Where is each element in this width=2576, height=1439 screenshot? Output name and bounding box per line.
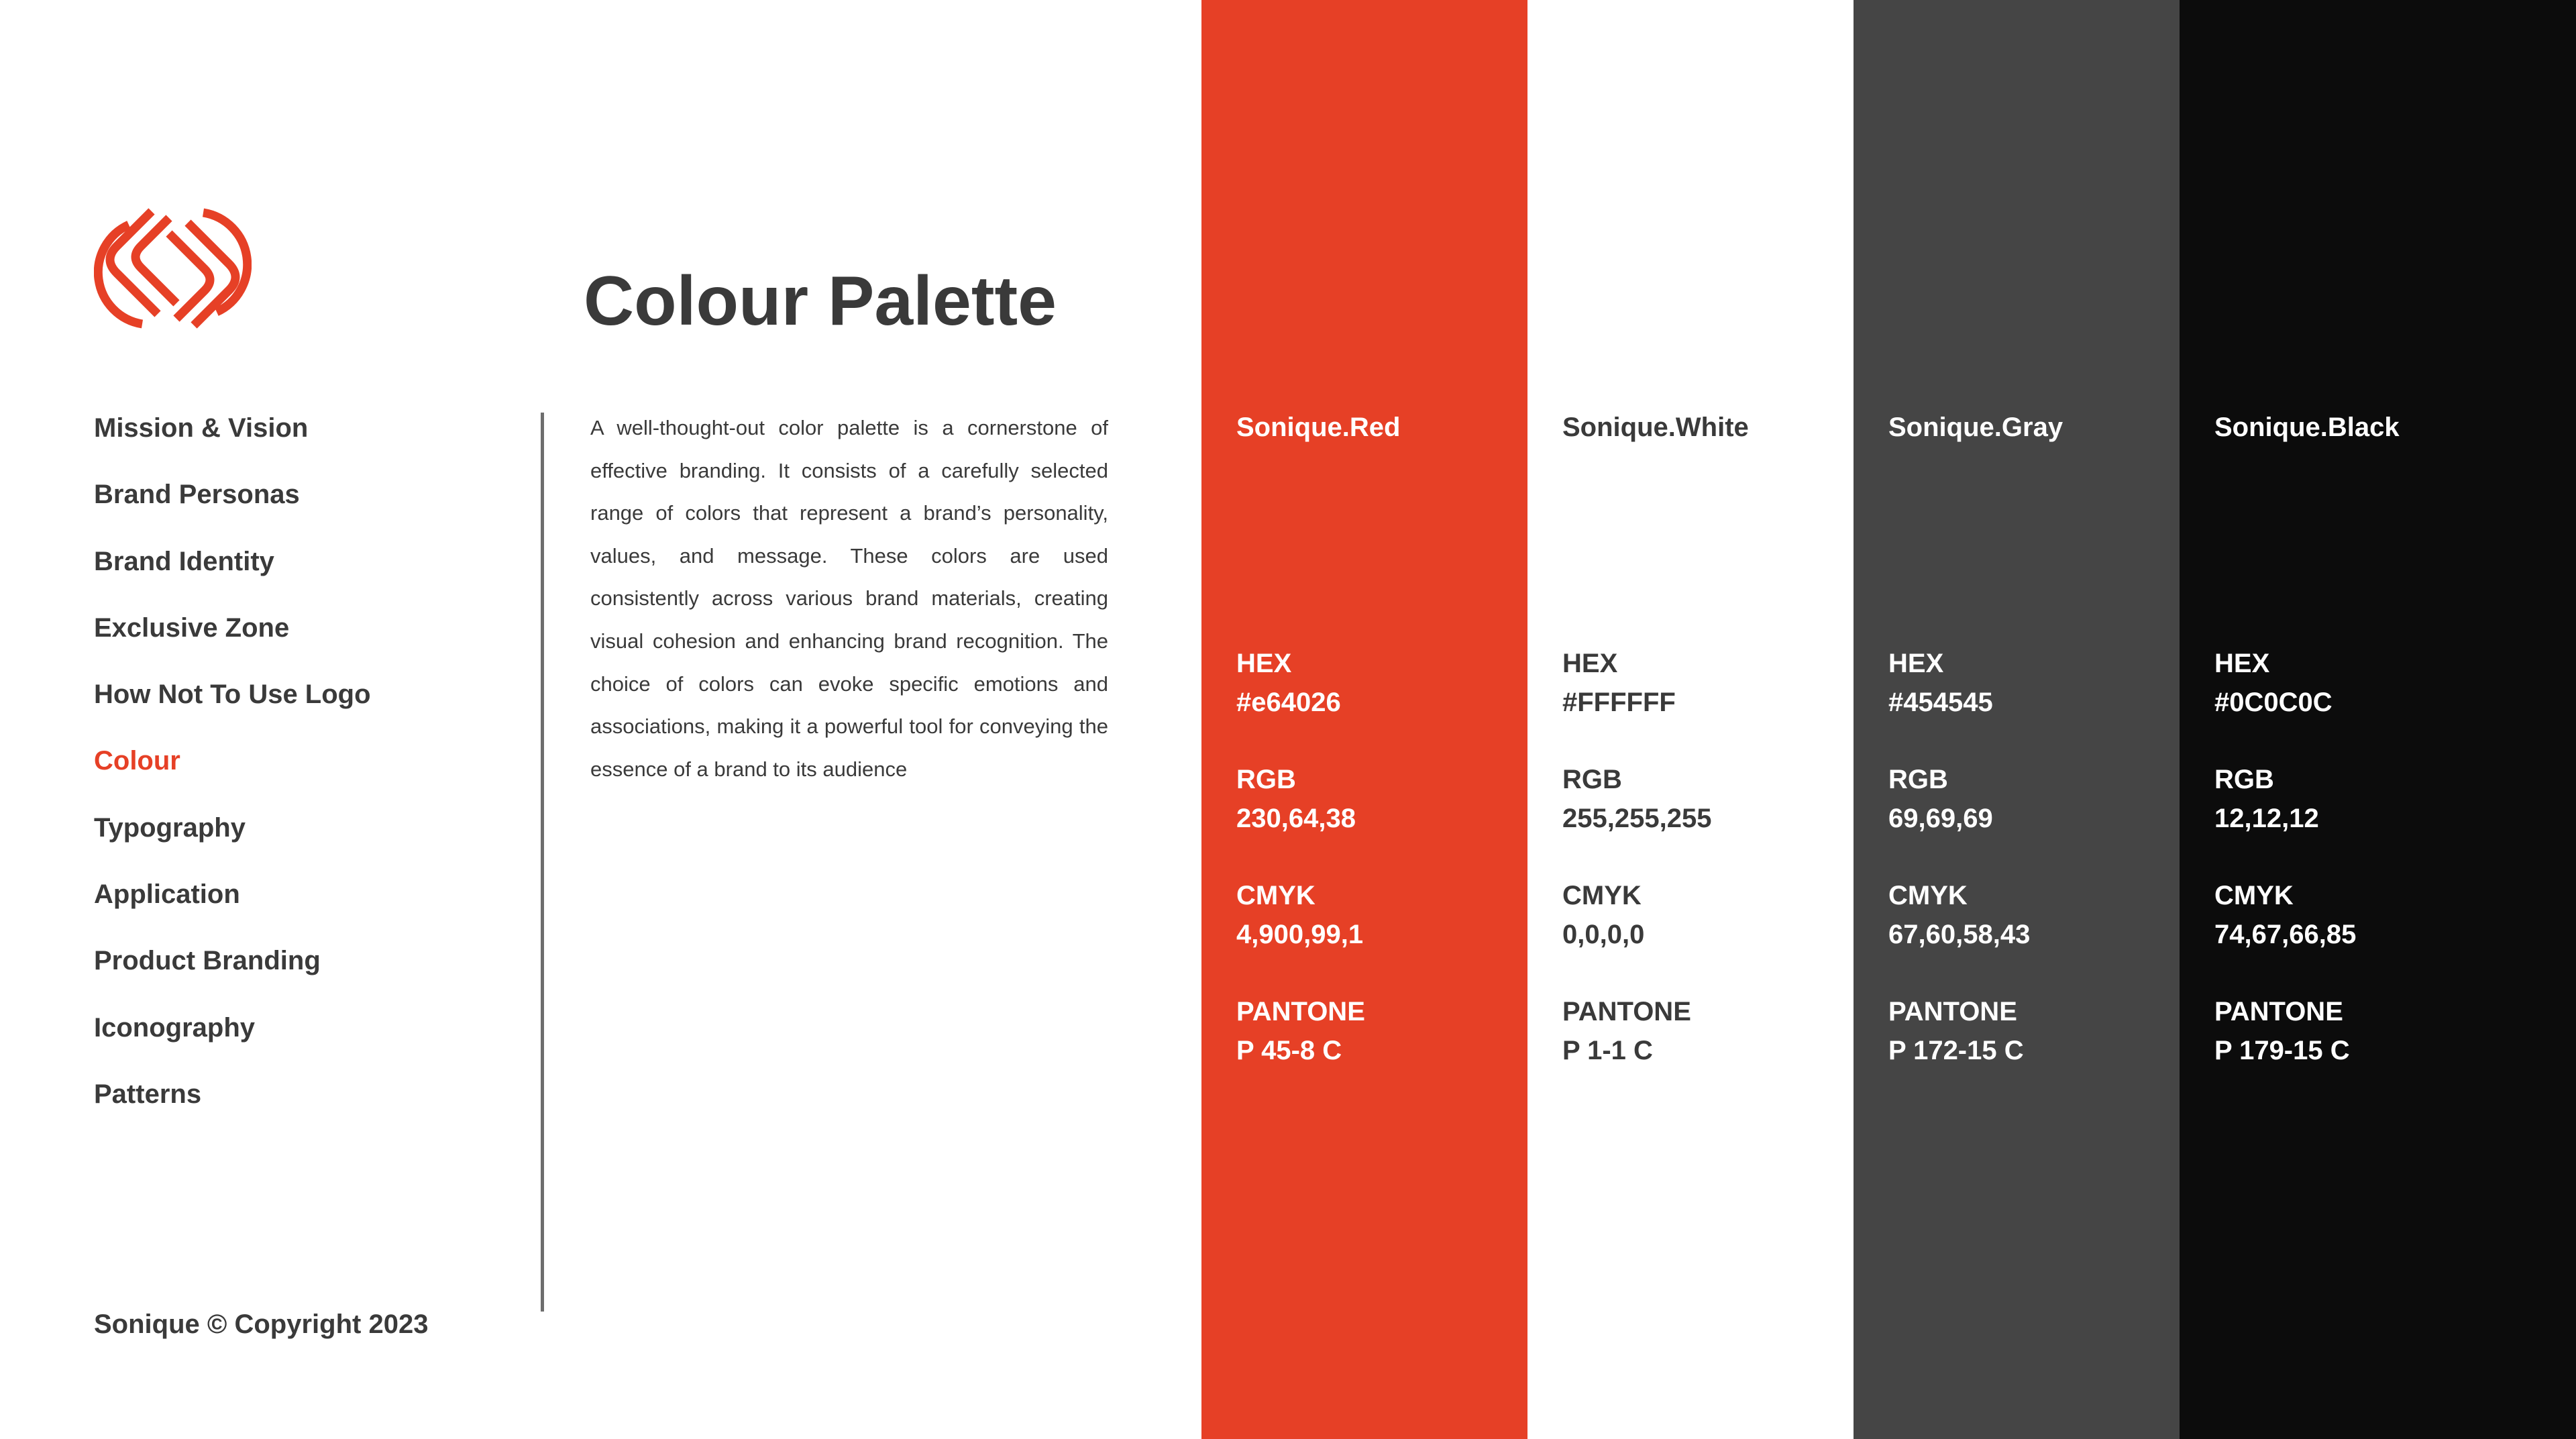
swatch-black xyxy=(2180,0,2576,1439)
spec-label: PANTONE xyxy=(1562,997,1691,1026)
swatch-name: Sonique.Black xyxy=(2214,413,2400,442)
spec-value: 12,12,12 xyxy=(2214,804,2319,833)
spec-value: 67,60,58,43 xyxy=(1888,920,2031,949)
spec-label: RGB xyxy=(2214,765,2274,794)
spec-value: 69,69,69 xyxy=(1888,804,1993,833)
swatch-specs xyxy=(1888,644,2030,1108)
spec-hex xyxy=(1236,644,1365,760)
swatch-white xyxy=(1527,0,1854,1439)
spec-cmyk xyxy=(1236,876,1365,992)
nav-item-colour[interactable]: Colour xyxy=(94,746,180,776)
sonique-logo-icon xyxy=(94,205,252,332)
spec-value: P 45-8 C xyxy=(1236,1036,1342,1065)
swatch-name: Sonique.White xyxy=(1562,413,1749,442)
page-title: Colour Palette xyxy=(584,262,1057,340)
swatch-specs xyxy=(2214,644,2356,1108)
nav-item-patterns[interactable]: Patterns xyxy=(94,1079,202,1109)
spec-pantone xyxy=(1888,992,2030,1108)
section-nav xyxy=(94,409,371,1142)
spec-value: 255,255,255 xyxy=(1562,804,1712,833)
nav-item-exclusive-zone[interactable]: Exclusive Zone xyxy=(94,612,290,643)
spec-value: 0,0,0,0 xyxy=(1562,920,1645,949)
spec-label: RGB xyxy=(1888,765,1948,794)
spec-value: 74,67,66,85 xyxy=(2214,920,2357,949)
spec-value: P 172-15 C xyxy=(1888,1036,2024,1065)
spec-value: P 179-15 C xyxy=(2214,1036,2350,1065)
spec-value: #FFFFFF xyxy=(1562,688,1676,717)
nav-item-how-not-to-use-logo[interactable]: How Not To Use Logo xyxy=(94,680,371,710)
spec-label: PANTONE xyxy=(2214,997,2343,1026)
spec-cmyk xyxy=(2214,876,2356,992)
spec-label: RGB xyxy=(1562,765,1622,794)
spec-pantone xyxy=(2214,992,2356,1108)
spec-label: CMYK xyxy=(1236,881,1316,910)
spec-label: HEX xyxy=(2214,649,2270,678)
copyright-text: Sonique © Copyright 2023 xyxy=(94,1310,429,1339)
spec-value: P 1-1 C xyxy=(1562,1036,1653,1065)
spec-rgb xyxy=(1236,760,1365,876)
swatch-specs xyxy=(1562,644,1711,1108)
spec-value: 4,900,99,1 xyxy=(1236,920,1364,949)
spec-value: #454545 xyxy=(1888,688,1993,717)
spec-hex xyxy=(1888,644,2030,760)
spec-value: #0C0C0C xyxy=(2214,688,2332,717)
nav-item-brand-personas[interactable]: Brand Personas xyxy=(94,480,300,510)
spec-label: RGB xyxy=(1236,765,1296,794)
spec-label: HEX xyxy=(1236,649,1292,678)
nav-item-brand-identity[interactable]: Brand Identity xyxy=(94,546,274,576)
spec-label: PANTONE xyxy=(1236,997,1365,1026)
spec-cmyk xyxy=(1562,876,1711,992)
spec-rgb xyxy=(1562,760,1711,876)
spec-rgb xyxy=(1888,760,2030,876)
spec-pantone xyxy=(1236,992,1365,1108)
nav-item-iconography[interactable]: Iconography xyxy=(94,1012,256,1043)
spec-label: CMYK xyxy=(2214,881,2294,910)
swatch-red xyxy=(1201,0,1527,1439)
spec-value: 230,64,38 xyxy=(1236,804,1356,833)
swatch-name: Sonique.Red xyxy=(1236,413,1401,442)
spec-label: CMYK xyxy=(1562,881,1642,910)
swatch-specs xyxy=(1236,644,1365,1108)
spec-label: HEX xyxy=(1562,649,1618,678)
nav-item-application[interactable]: Application xyxy=(94,880,240,910)
palette-description: A well-thought-out color palette is a cornerstone of effective branding. It consists of a carefully selected range of colors that represent a brand’s personality, values, and message. These colors are used consistently across various brand materials, creating visual cohesion and enhancing brand recognition. The choice of colors can evoke specific emotions and associations, making it a powerful tool for conveying the essence of a brand to its audience xyxy=(590,416,1108,781)
spec-label: HEX xyxy=(1888,649,1944,678)
swatch-name: Sonique.Gray xyxy=(1888,413,2063,442)
nav-item-product-branding[interactable]: Product Branding xyxy=(94,946,321,976)
vertical-divider xyxy=(541,413,544,1312)
swatch-gray xyxy=(1854,0,2180,1439)
spec-label: CMYK xyxy=(1888,881,1968,910)
spec-hex xyxy=(1562,644,1711,760)
nav-item-mission-vision[interactable]: Mission & Vision xyxy=(94,413,309,443)
brand-logo xyxy=(94,205,252,332)
spec-label: PANTONE xyxy=(1888,997,2017,1026)
nav-item-typography[interactable]: Typography xyxy=(94,812,246,843)
spec-cmyk xyxy=(1888,876,2030,992)
spec-pantone xyxy=(1562,992,1711,1108)
spec-hex xyxy=(2214,644,2356,760)
spec-value: #e64026 xyxy=(1236,688,1341,717)
spec-rgb xyxy=(2214,760,2356,876)
